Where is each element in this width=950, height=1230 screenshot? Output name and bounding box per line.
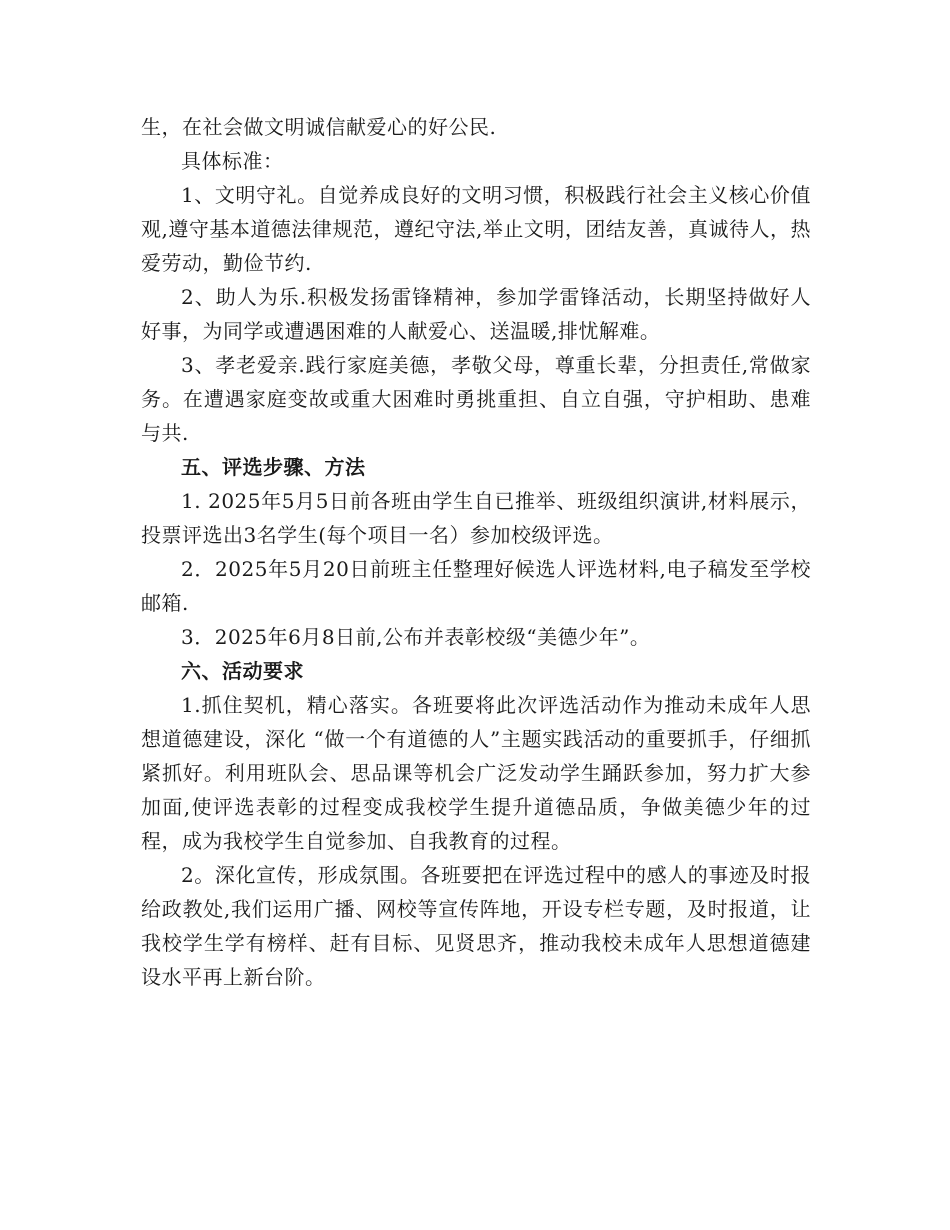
paragraph-step-3: 3．2025年6月8日前,公布并表彰校级“美德少年”。 — [181, 625, 651, 649]
paragraph-standard-2: 2、助人为乐.积极发扬雷锋精神，参加学雷锋活动，长期坚持做好人好事，为同学或遭遇困难的人献爱心、送温暖,排忧解难。 — [141, 285, 811, 343]
paragraph-requirement-1: 1.抓住契机，精心落实。各班要将此次评选活动作为推动未成年人思想道德建设，深化 “做一个有道德的人”主题实践活动的重要抓手，仔细抓紧抓好。利用班队会、思品课等机会广泛发动学生踊跃参加，努力扩大参加面,使评选表彰的过程变成我校学生提升道德品质，争做美德少年的过程，成为我校学生自觉参加、自我教育的过程。 — [141, 693, 811, 853]
section-heading-steps: 五、评选步骤、方法 — [181, 455, 366, 479]
paragraph-continuation: 生，在社会做文明诚信献爱心的好公民. — [141, 115, 497, 139]
paragraph-step-2: 2．2025年5月20日前班主任整理好候选人评选材料,电子稿发至学校邮箱. — [141, 557, 811, 615]
paragraph-standard-3: 3、孝老爱亲.践行家庭美德，孝敬父母，尊重长辈，分担责任,常做家务。在遭遇家庭变故或重大困难时勇挑重担、自立自强，守护相助、患难与共. — [141, 353, 811, 445]
document-body — [141, 110, 811, 994]
paragraph-requirement-2: 2。深化宣传，形成氛围。各班要把在评选过程中的感人的事迹及时报给政教处,我们运用广播、网校等宣传阵地，开设专栏专题，及时报道，让我校学生学有榜样、赶有目标、见贤思齐，推动我校未成年人思想道德建设水平再上新台阶。 — [141, 863, 811, 989]
section-heading-requirements: 六、活动要求 — [181, 659, 304, 683]
paragraph-step-1: 1. 2025年5月5日前各班由学生自已推举、班级组织演讲,材料展示，投票评选出3名学生(每个项目一名）参加校级评选。 — [141, 489, 811, 547]
paragraph-standard-1: 1、文明守礼。自觉养成良好的文明习惯，积极践行社会主义核心价值观,遵守基本道德法律规范，遵纪守法,举止文明，团结友善，真诚待人，热爱劳动，勤俭节约. — [141, 183, 811, 275]
paragraph-standards-intro: 具体标准： — [181, 149, 284, 173]
